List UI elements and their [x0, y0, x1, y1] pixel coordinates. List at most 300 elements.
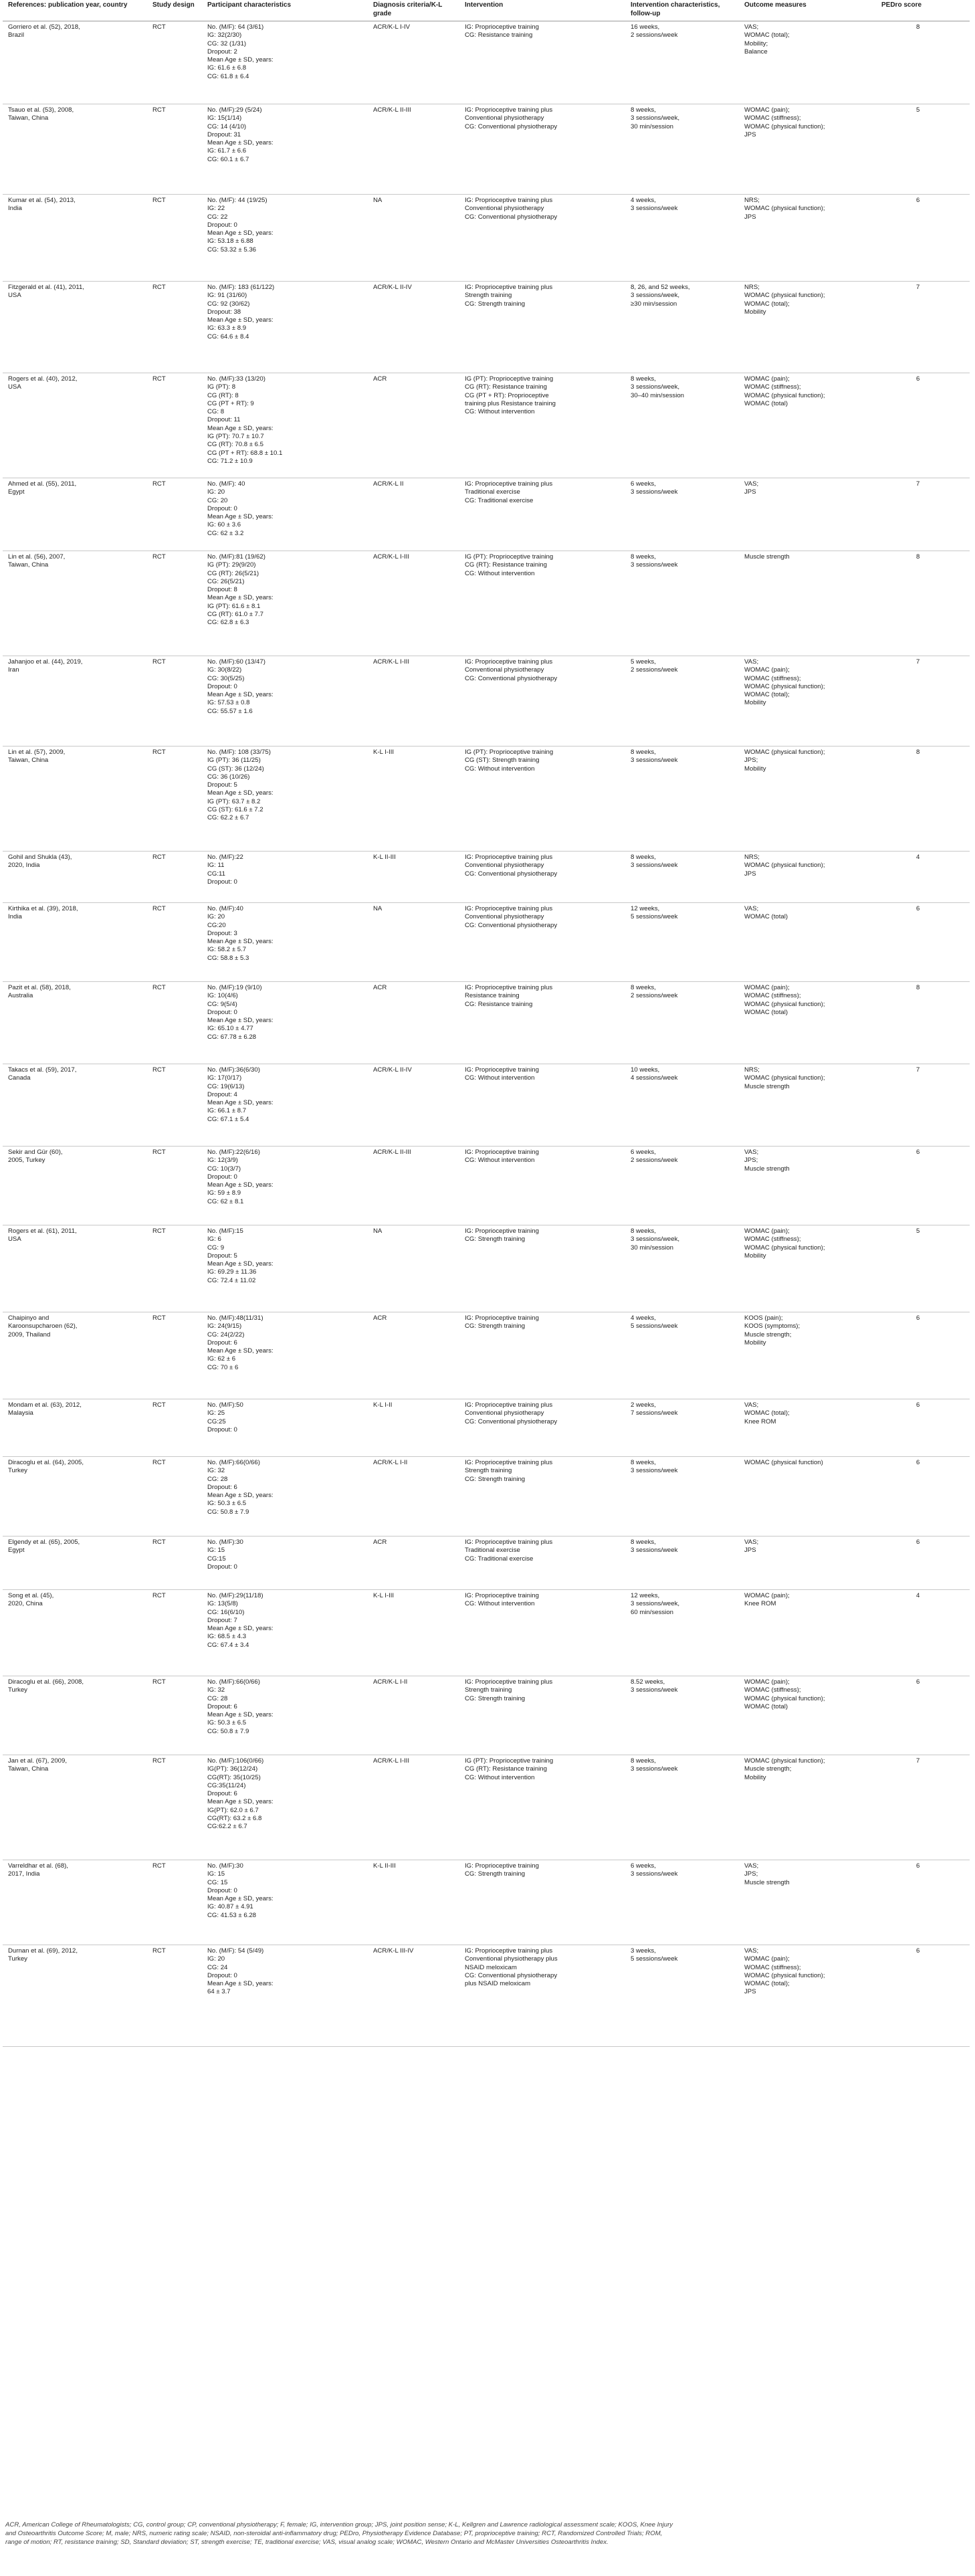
footnote-line: range of motion; RT, resistance training; SD, Standard deviation; ST, strength exercise; TE, traditional exercise; VAS, visual analog scale; WOMAC, Western Ontario and McMaster Universities Osteoarthritis Index. [5, 2539, 609, 2546]
cell-intervention-line: IG: Proprioceptive training plus [465, 984, 553, 991]
header-outcome-measures: Outcome measures [739, 0, 876, 21]
cell-participants-line: IG: 68.5 ± 4.3 [207, 1633, 247, 1641]
cell-intervention-characteristics-line: ≥30 min/session [631, 300, 677, 308]
cell-participants-line: CG:11 [207, 870, 226, 878]
cell-participants-line: CG: 58.8 ± 5.3 [207, 954, 249, 962]
cell-intervention-line: IG: Proprioceptive training plus [465, 197, 553, 204]
cell-study-design: RCT [152, 197, 166, 204]
cell-participants-line: Dropout: 0 [207, 1008, 237, 1016]
cell-outcome-measures [739, 104, 876, 195]
cell-intervention-characteristics-line: 8 weeks, [631, 375, 656, 383]
cell-reference-line: India [8, 205, 22, 213]
cell-participants-line: CG: 55.57 ± 1.6 [207, 707, 253, 715]
cell-participants-line: IG: 57.53 ± 0.8 [207, 699, 250, 707]
cell-participants-line: CG: 16(6/10) [207, 1608, 245, 1616]
footnote-line: ACR, American College of Rheumatologists; CG, control group; CP, conventional physiotherapy; F, female; IG, intervention group; JPS, joint position sense; K-L, Kellgren and Lawrence radiological assessment scale; KOOS, Knee Injury [5, 2521, 673, 2529]
cell-participants-line: Dropout: 0 [207, 221, 237, 229]
cell-participants-line: Mean Age ± SD, years: [207, 1017, 274, 1025]
cell-intervention-characteristics-line: 8 weeks, [631, 1227, 656, 1235]
cell-outcome-measures [739, 478, 876, 551]
cell-outcome-measures-line: VAS; [744, 1149, 759, 1156]
table-row [3, 656, 970, 747]
cell-intervention-characteristics [625, 852, 739, 903]
cell-intervention-characteristics-line: 3 sessions/week [631, 1467, 678, 1475]
cell-intervention-characteristics-line: 3 sessions/week [631, 1547, 678, 1555]
cell-pedro-score: 4 [916, 854, 920, 861]
cell-intervention-line: CG: Without intervention [465, 765, 535, 773]
table-row [3, 1676, 970, 1755]
cell-study-design: RCT [152, 375, 166, 383]
cell-participants-line: IG: 58.2 ± 5.7 [207, 946, 247, 954]
cell-intervention [459, 1676, 625, 1755]
cell-reference-line: Taiwan, China [8, 757, 49, 765]
table-row [3, 1312, 970, 1399]
cell-intervention [459, 1312, 625, 1399]
cell-intervention-line: CG: Resistance training [465, 1000, 533, 1008]
cell-outcome-measures-line: WOMAC (pain); [744, 106, 790, 114]
cell-participants-line: IG: 13(5/8) [207, 1600, 238, 1608]
cell-participants [202, 982, 368, 1064]
cell-intervention-characteristics [625, 104, 739, 195]
header-intervention: Intervention [459, 0, 625, 21]
cell-participants-line: CG: 14 (4/10) [207, 122, 247, 130]
cell-participants-line: Dropout: 0 [207, 1425, 237, 1433]
cell-study-design: RCT [152, 905, 166, 912]
cell-outcome-measures-line: WOMAC (pain); [744, 1678, 790, 1686]
cell-participants [202, 1860, 368, 1945]
cell-pedro-score: 6 [916, 905, 920, 912]
cell-diagnosis [368, 747, 459, 852]
cell-intervention [459, 1457, 625, 1537]
cell-outcome-measures-line: Mobility; [744, 39, 768, 47]
cell-outcome-measures-line: Balance [744, 47, 768, 56]
cell-intervention-characteristics-line: 30–40 min/session [631, 391, 684, 399]
cell-reference-line: Turkey [8, 1955, 27, 1963]
cell-intervention-characteristics-line: 5 weeks, [631, 658, 656, 666]
cell-study-design: RCT [152, 1227, 166, 1235]
cell-reference-line: Egypt [8, 1547, 25, 1555]
cell-intervention-line: IG: Proprioceptive training plus [465, 1459, 553, 1466]
cell-participants [202, 104, 368, 195]
table-row [3, 903, 970, 982]
table-row [3, 1147, 970, 1225]
cell-outcome-measures-line: WOMAC (pain); [744, 1592, 790, 1599]
cell-diagnosis [368, 373, 459, 478]
cell-intervention [459, 656, 625, 747]
cell-participants-line: CG: 53.32 ± 5.36 [207, 245, 256, 254]
cell-pedro-score: 6 [916, 1678, 920, 1686]
cell-outcome-measures-line: VAS; [744, 1947, 759, 1955]
cell-reference-line: Ahmed et al. (55), 2011, [8, 480, 77, 488]
cell-reference-line: Turkey [8, 1467, 27, 1475]
header-study-design: Study design [147, 0, 202, 21]
cell-participants-line: CG: 8 [207, 408, 225, 416]
cell-participants-line: CG: 15 [207, 1878, 228, 1886]
cell-intervention-line: CG: Strength training [465, 1694, 526, 1702]
table-row [3, 282, 970, 373]
cell-participants-line: IG: 53.18 ± 6.88 [207, 237, 253, 245]
cell-participants-line: No. (M/F):30 [207, 1862, 243, 1870]
cell-reference [3, 656, 147, 747]
cell-outcome-measures-line: WOMAC (physical function); [744, 391, 825, 399]
cell-diagnosis [368, 1590, 459, 1676]
cell-pedro-score: 8 [916, 23, 920, 31]
cell-intervention-line: IG: Proprioceptive training plus [465, 1947, 553, 1955]
cell-intervention-line: CG: Without intervention [465, 1600, 535, 1608]
cell-outcome-measures [739, 195, 876, 282]
cell-diagnosis [368, 551, 459, 656]
cell-intervention [459, 282, 625, 373]
cell-participants-line: CG:25 [207, 1417, 226, 1425]
cell-participants-line: CG: 72.4 ± 11.02 [207, 1276, 256, 1284]
cell-intervention-characteristics-line: 30 min/session [631, 122, 673, 130]
cell-participants [202, 478, 368, 551]
cell-intervention-line: IG: Proprioceptive training plus [465, 658, 553, 666]
table-row [3, 21, 970, 104]
cell-participants-line: Dropout: 31 [207, 130, 241, 138]
cell-outcome-measures-line: WOMAC (total) [744, 1702, 788, 1710]
cell-outcome-measures-line: Muscle strength [744, 1082, 790, 1090]
cell-participants [202, 1147, 368, 1225]
cell-participants-line: IG: 32 [207, 1467, 225, 1475]
cell-participants-line: CG: 62 ± 3.2 [207, 529, 244, 537]
cell-diagnosis [368, 282, 459, 373]
cell-study-design: RCT [152, 658, 166, 666]
cell-pedro-score: 7 [916, 1066, 920, 1074]
cell-intervention-characteristics-line: 3 sessions/week, [631, 292, 680, 300]
cell-outcome-measures [739, 903, 876, 982]
cell-participants-line: Mean Age ± SD, years: [207, 1181, 274, 1189]
cell-participants-line: Mean Age ± SD, years: [207, 938, 274, 946]
cell-intervention-characteristics-line: 4 weeks, [631, 197, 656, 204]
cell-participants-line: Mean Age ± SD, years: [207, 513, 274, 521]
cell-participants-line: CG: 62 ± 8.1 [207, 1197, 244, 1205]
cell-intervention-characteristics-line: 3 sessions/week [631, 561, 678, 569]
cell-intervention-line: CG: Without intervention [465, 569, 535, 577]
cell-participants-line: Mean Age ± SD, years: [207, 1711, 274, 1719]
cell-pedro-score: 6 [916, 1862, 920, 1870]
cell-participants [202, 21, 368, 104]
cell-outcome-measures-line: WOMAC (pain); [744, 1955, 790, 1963]
cell-participants-line: CG:20 [207, 921, 226, 929]
cell-participants-line: IG: 91 (31/60) [207, 292, 247, 300]
cell-outcome-measures-line: JPS; [744, 757, 758, 765]
cell-intervention-line: Conventional physiotherapy [465, 862, 544, 870]
cell-reference-line: Chaipinyo and [8, 1314, 49, 1322]
cell-intervention-characteristics [625, 982, 739, 1064]
cell-diagnosis [368, 656, 459, 747]
cell-reference-line: Fitzgerald et al. (41), 2011, [8, 284, 84, 291]
cell-participants-line: Dropout: 2 [207, 47, 237, 56]
table-row [3, 1945, 970, 2047]
cell-participants-line: IG: 66.1 ± 8.7 [207, 1107, 247, 1115]
cell-outcome-measures-line: Knee ROM [744, 1417, 776, 1425]
cell-study-design: RCT [152, 1149, 166, 1156]
cell-participants-line: Mean Age ± SD, years: [207, 1895, 274, 1903]
cell-participants-line: Dropout: 8 [207, 586, 237, 594]
cell-outcome-measures-line: WOMAC (pain); [744, 1227, 790, 1235]
cell-participants-line: No. (M/F): 64 (3/61) [207, 23, 264, 31]
cell-study-design: RCT [152, 1539, 166, 1546]
cell-diagnosis-line: ACR/K-L I-III [373, 658, 410, 666]
cell-participants [202, 1225, 368, 1312]
cell-outcome-measures-line: NRS; [744, 1066, 760, 1074]
cell-study-design: RCT [152, 1862, 166, 1870]
cell-intervention-line: IG: Proprioceptive training plus [465, 854, 553, 861]
cell-outcome-measures [739, 551, 876, 656]
table-row [3, 478, 970, 551]
cell-participants-line: CG (PT + RT): 68.8 ± 10.1 [207, 449, 283, 457]
cell-participants-line: No. (M/F):29(11/18) [207, 1592, 263, 1599]
cell-participants-line: IG: 20 [207, 913, 225, 921]
cell-diagnosis-line: K-L I-III [373, 1592, 395, 1599]
cell-intervention-characteristics [625, 903, 739, 982]
table-row [3, 1064, 970, 1147]
cell-outcome-measures [739, 1945, 876, 2047]
table-row [3, 1457, 970, 1537]
cell-outcome-measures-line: WOMAC (physical function); [744, 1694, 825, 1702]
cell-participants [202, 1676, 368, 1755]
cell-participants-line: No. (M/F):19 (9/10) [207, 984, 262, 991]
cell-diagnosis-line: ACR/K-L I-III [373, 553, 410, 561]
cell-participants-line: Mean Age ± SD, years: [207, 594, 274, 602]
cell-intervention-characteristics [625, 551, 739, 656]
cell-intervention [459, 1537, 625, 1590]
cell-participants-line: Dropout: 3 [207, 929, 237, 937]
cell-participants-line: No. (M/F):60 (13/47) [207, 658, 265, 666]
cell-participants-line: IG (PT): 63.7 ± 8.2 [207, 797, 261, 805]
table-row [3, 747, 970, 852]
cell-participants-line: No. (M/F):15 [207, 1227, 243, 1235]
cell-participants-line: IG (PT): 70.7 ± 10.7 [207, 433, 264, 441]
cell-participants-line: No. (M/F): 183 (61/122) [207, 284, 275, 291]
cell-diagnosis-line: ACR [373, 1539, 387, 1546]
cell-reference-line: Taiwan, China [8, 561, 49, 569]
cell-outcome-measures [739, 282, 876, 373]
cell-outcome-measures [739, 656, 876, 747]
cell-outcome-measures-line: WOMAC (pain); [744, 666, 790, 674]
cell-participants-line: IG: 50.3 ± 6.5 [207, 1500, 247, 1508]
cell-intervention-characteristics-line: 6 weeks, [631, 480, 656, 488]
cell-participants-line: IG: 59 ± 8.9 [207, 1189, 241, 1197]
cell-intervention [459, 478, 625, 551]
cell-reference-line: Kumar et al. (54), 2013, [8, 197, 76, 204]
cell-intervention-line: CG: Conventional physiotherapy [465, 674, 558, 682]
cell-reference-line: Jahanjoo et al. (44), 2019, [8, 658, 83, 666]
cell-participants-line: No. (M/F): 44 (19/25) [207, 197, 267, 204]
cell-intervention-line: IG: Proprioceptive training [465, 1066, 539, 1074]
cell-outcome-measures-line: Muscle strength; [744, 1765, 792, 1773]
cell-intervention-line: IG: Proprioceptive training plus [465, 480, 553, 488]
cell-reference-line: Diracoglu et al. (64), 2005, [8, 1459, 84, 1466]
cell-intervention-line: CG (RT): Resistance training [465, 383, 547, 391]
cell-reference-line: Sekir and Gür (60), [8, 1149, 63, 1156]
cell-pedro-score: 7 [916, 1757, 920, 1765]
cell-reference-line: Durnan et al. (69), 2012, [8, 1947, 78, 1955]
cell-reference-line: 2017, India [8, 1870, 40, 1878]
cell-intervention-line: Conventional physiotherapy [465, 666, 544, 674]
cell-diagnosis-line: NA [373, 197, 383, 204]
cell-diagnosis [368, 1147, 459, 1225]
cell-participants [202, 551, 368, 656]
cell-intervention-line: IG (PT): Proprioceptive training [465, 375, 554, 383]
cell-reference-line: Lin et al. (57), 2009, [8, 749, 66, 756]
cell-intervention-line: CG: Strength training [465, 300, 526, 308]
cell-outcome-measures [739, 1676, 876, 1755]
cell-participants-line: Mean Age ± SD, years: [207, 139, 274, 147]
cell-intervention [459, 21, 625, 104]
cell-outcome-measures [739, 1064, 876, 1147]
cell-participants [202, 373, 368, 478]
cell-reference-line: Mondam et al. (63), 2012, [8, 1401, 82, 1409]
table-row [3, 551, 970, 656]
cell-intervention-line: Strength training [465, 1686, 512, 1694]
cell-diagnosis-line: ACR/K-L I-II [373, 1459, 408, 1466]
cell-reference-line: Jan et al. (67), 2009, [8, 1757, 67, 1765]
cell-participants-line: No. (M/F):48(11/31) [207, 1314, 263, 1322]
cell-participants-line: IG: 30(8/22) [207, 666, 242, 674]
cell-intervention-line: Traditional exercise [465, 1547, 520, 1555]
cell-participants-line: CG: 9 [207, 1244, 225, 1252]
cell-outcome-measures-line: Knee ROM [744, 1600, 776, 1608]
cell-study-design: RCT [152, 553, 166, 561]
cell-outcome-measures-line: WOMAC (total); [744, 691, 790, 699]
cell-participants-line: Dropout: 0 [207, 1173, 237, 1181]
cell-reference [3, 1537, 147, 1590]
cell-intervention-characteristics-line: 3 sessions/week [631, 205, 678, 213]
cell-participants-line: CG: 67.78 ± 6.28 [207, 1033, 256, 1041]
cell-participants-line: Dropout: 0 [207, 504, 237, 512]
cell-intervention-characteristics-line: 8, 26, and 52 weeks, [631, 284, 690, 291]
cell-participants [202, 1457, 368, 1537]
cell-outcome-measures-line: WOMAC (physical function); [744, 862, 825, 870]
cell-intervention-line: Strength training [465, 1467, 512, 1475]
cell-participants-line: IG(PT): 36(12/24) [207, 1765, 258, 1773]
cell-diagnosis [368, 1457, 459, 1537]
cell-intervention-characteristics-line: 6 weeks, [631, 1862, 656, 1870]
cell-diagnosis-line: ACR/K-L I-IV [373, 23, 411, 31]
cell-intervention-characteristics [625, 21, 739, 104]
cell-diagnosis [368, 195, 459, 282]
cell-intervention-line: CG (RT): Resistance training [465, 1765, 547, 1773]
cell-reference [3, 1225, 147, 1312]
cell-outcome-measures-line: JPS [744, 130, 756, 138]
cell-intervention-characteristics-line: 3 weeks, [631, 1947, 656, 1955]
cell-intervention-characteristics [625, 1537, 739, 1590]
cell-intervention-line: IG: Proprioceptive training [465, 1592, 539, 1599]
table-row [3, 1225, 970, 1312]
cell-intervention [459, 1945, 625, 2047]
cell-reference [3, 1147, 147, 1225]
cell-intervention [459, 1860, 625, 1945]
cell-participants-line: No. (M/F):22(6/16) [207, 1149, 260, 1156]
cell-reference [3, 1399, 147, 1457]
cell-intervention [459, 104, 625, 195]
cell-intervention-characteristics-line: 8 weeks, [631, 984, 656, 991]
table-header-row [3, 0, 970, 21]
cell-intervention-line: IG: Proprioceptive training [465, 1227, 539, 1235]
cell-reference-line: USA [8, 292, 21, 300]
cell-participants-line: IG (PT): 29(9/20) [207, 561, 256, 569]
cell-intervention-line: IG: Proprioceptive training [465, 1314, 539, 1322]
cell-intervention-characteristics-line: 2 weeks, [631, 1401, 656, 1409]
cell-pedro-score: 6 [916, 1947, 920, 1955]
cell-intervention-line: IG: Proprioceptive training [465, 23, 539, 31]
cell-participants-line: IG: 15 [207, 1547, 225, 1555]
cell-outcome-measures [739, 1147, 876, 1225]
cell-outcome-measures-line: WOMAC (stiffness); [744, 1686, 801, 1694]
cell-participants-line: Mean Age ± SD, years: [207, 229, 274, 237]
cell-participants-line: IG: 32(2/30) [207, 31, 242, 39]
cell-reference-line: Malaysia [8, 1409, 33, 1417]
cell-intervention-line: CG: Traditional exercise [465, 1555, 534, 1563]
cell-outcome-measures [739, 747, 876, 852]
cell-reference-line: Egypt [8, 488, 25, 496]
cell-reference-line: 2020, India [8, 862, 40, 870]
cell-participants-line: No. (M/F):22 [207, 854, 243, 861]
cell-intervention-line: CG: Strength training [465, 1870, 526, 1878]
cell-participants [202, 282, 368, 373]
cell-participants-line: CG:35(11/24) [207, 1781, 246, 1789]
table-row [3, 195, 970, 282]
cell-diagnosis-line: ACR [373, 984, 387, 991]
cell-diagnosis [368, 104, 459, 195]
cell-reference [3, 852, 147, 903]
cell-intervention-line: Traditional exercise [465, 488, 520, 496]
cell-participants [202, 903, 368, 982]
cell-intervention-line: Conventional physiotherapy [465, 114, 544, 122]
table-row [3, 982, 970, 1064]
cell-intervention-line: Conventional physiotherapy [465, 1409, 544, 1417]
cell-outcome-measures-line: VAS; [744, 1862, 759, 1870]
cell-reference [3, 195, 147, 282]
cell-outcome-measures [739, 373, 876, 478]
cell-intervention-characteristics-line: 12 weeks, [631, 905, 660, 912]
cell-participants-line: Dropout: 6 [207, 1790, 237, 1798]
cell-reference-line: Brazil [8, 31, 24, 39]
cell-outcome-measures-line: WOMAC (total) [744, 1008, 788, 1016]
cell-pedro-score: 6 [916, 1539, 920, 1546]
cell-reference-line: Varreldhar et al. (68), [8, 1862, 68, 1870]
cell-participants-line: Dropout: 6 [207, 1702, 237, 1710]
cell-outcome-measures-line: VAS; [744, 1401, 759, 1409]
cell-participants [202, 747, 368, 852]
cell-intervention-characteristics-line: 60 min/session [631, 1608, 673, 1616]
header-participant-characteristics: Participant characteristics [202, 0, 368, 21]
cell-pedro-score: 5 [916, 106, 920, 114]
cell-participants-line: IG: 15(1/14) [207, 114, 242, 122]
cell-diagnosis [368, 1312, 459, 1399]
cell-intervention-characteristics-line: 30 min/session [631, 1244, 673, 1252]
cell-participants-line: CG(RT): 35(10/25) [207, 1773, 261, 1781]
cell-outcome-measures-line: WOMAC (total); [744, 1980, 790, 1988]
cell-intervention-line: IG: Proprioceptive training plus [465, 1678, 553, 1686]
cell-intervention-characteristics-line: 8 weeks, [631, 854, 656, 861]
cell-outcome-measures-line: WOMAC (physical function); [744, 1757, 825, 1765]
cell-pedro-score: 6 [916, 1314, 920, 1322]
cell-reference [3, 282, 147, 373]
cell-study-design: RCT [152, 1757, 166, 1765]
cell-participants-line: CG: 61.8 ± 6.4 [207, 72, 249, 80]
cell-outcome-measures-line: Mobility [744, 765, 766, 773]
cell-participants-line: CG: 36 (10/26) [207, 773, 250, 781]
cell-reference-line: 2009, Thailand [8, 1330, 51, 1339]
cell-outcome-measures-line: JPS [744, 213, 756, 221]
cell-outcome-measures-line: WOMAC (physical function); [744, 205, 825, 213]
cell-participants-line: CG: 9(5/4) [207, 1000, 237, 1008]
cell-diagnosis-line: K-L II-III [373, 854, 396, 861]
cell-intervention-characteristics-line: 3 sessions/week [631, 862, 678, 870]
